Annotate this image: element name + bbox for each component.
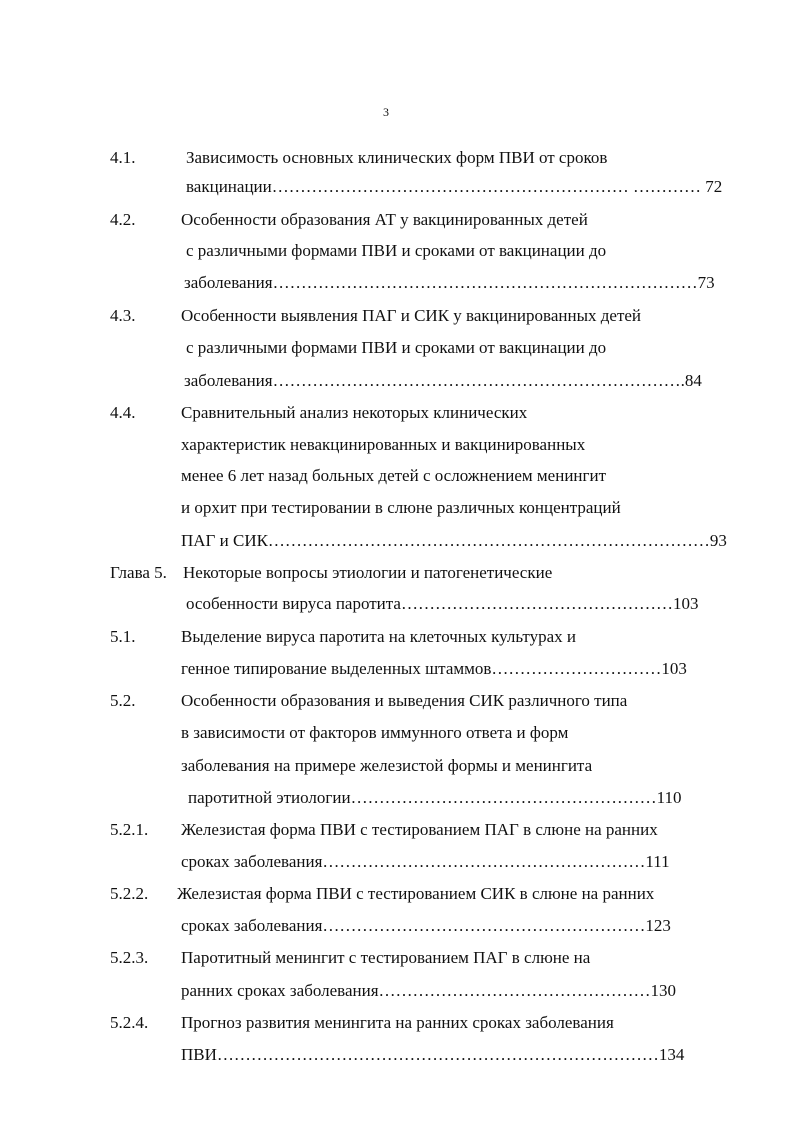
toc-entry-number: 5.2.4. [110, 1013, 149, 1032]
toc-entry-title: заболевания…………………………………………………………………73 [184, 273, 715, 292]
toc-entry-title: ПВИ……………………………………………………………………134 [181, 1045, 685, 1064]
toc-entry-title: ПАГ и СИК……………………………………………………………………93 [181, 531, 727, 550]
toc-entry-title: генное типирование выделенных штаммов…………………………103 [181, 659, 687, 678]
toc-entry-title: с различными формами ПВИ и сроками от вакцинации до [186, 338, 607, 357]
toc-entry-title: с различными формами ПВИ и сроками от вакцинации до [186, 241, 607, 260]
toc-entry-title: Сравнительный анализ некоторых клинических [181, 403, 528, 422]
toc-entry-number: 4.3. [110, 306, 136, 325]
toc-entry-title: Особенности выявления ПАГ и СИК у вакцинированных детей [181, 306, 642, 325]
toc-entry-title: в зависимости от факторов иммунного ответа и форм [181, 723, 569, 742]
toc-entry-title: сроках заболевания…………………………………………………123 [181, 916, 671, 935]
toc-chapter-title: особенности вируса паротита…………………………………………103 [186, 594, 699, 613]
toc-entry-number: 5.1. [110, 627, 136, 646]
toc-entry-title: Железистая форма ПВИ с тестированием СИК в слюне на ранних [177, 884, 655, 903]
toc-entry-number: 5.2.2. [110, 884, 149, 903]
toc-chapter-number: Глава 5. [110, 563, 167, 582]
toc-entry-title: Особенности образования АТ у вакцинированных детей [181, 210, 588, 229]
toc-entry-title: вакцинации……………………………………………………… ………… 72 [186, 177, 723, 196]
toc-entry-title: Прогноз развития менингита на ранних сроках заболевания [181, 1013, 614, 1032]
toc-entry-number: 5.2.1. [110, 820, 149, 839]
toc-entry-title: заболевания……………………………………………………………….84 [184, 371, 702, 390]
toc-entry-title: характеристик невакцинированных и вакцинированных [181, 435, 586, 454]
toc-chapter-title: Некоторые вопросы этиологии и патогенетические [183, 563, 553, 582]
toc-entry-title: паротитной этиологии………………………………………………110 [188, 788, 682, 807]
page-number: 3 [383, 105, 389, 119]
toc-entry-title: Особенности образования и выведения СИК различного типа [181, 691, 628, 710]
toc-entry-title: Железистая форма ПВИ с тестированием ПАГ в слюне на ранних [181, 820, 658, 839]
toc-entry-number: 4.1. [110, 148, 136, 167]
toc-entry-number: 4.2. [110, 210, 136, 229]
toc-entry-title: и орхит при тестировании в слюне различных концентраций [181, 498, 621, 517]
toc-entry-title: Паротитный менингит с тестированием ПАГ в слюне на [181, 948, 591, 967]
toc-entry-title: менее 6 лет назад больных детей с осложнением менингит [181, 466, 607, 485]
toc-entry-title: Выделение вируса паротита на клеточных культурах и [181, 627, 577, 646]
toc-entry-number: 4.4. [110, 403, 136, 422]
toc-entry-number: 5.2.3. [110, 948, 149, 967]
toc-entry-title: ранних сроках заболевания…………………………………………130 [181, 981, 677, 1000]
toc-entry-title: сроках заболевания…………………………………………………111 [181, 852, 670, 871]
toc-entry-title: Зависимость основных клинических форм ПВИ от сроков [186, 148, 608, 167]
toc-entry-number: 5.2. [110, 691, 136, 710]
toc-entry-title: заболевания на примере железистой формы и менингита [181, 756, 593, 775]
